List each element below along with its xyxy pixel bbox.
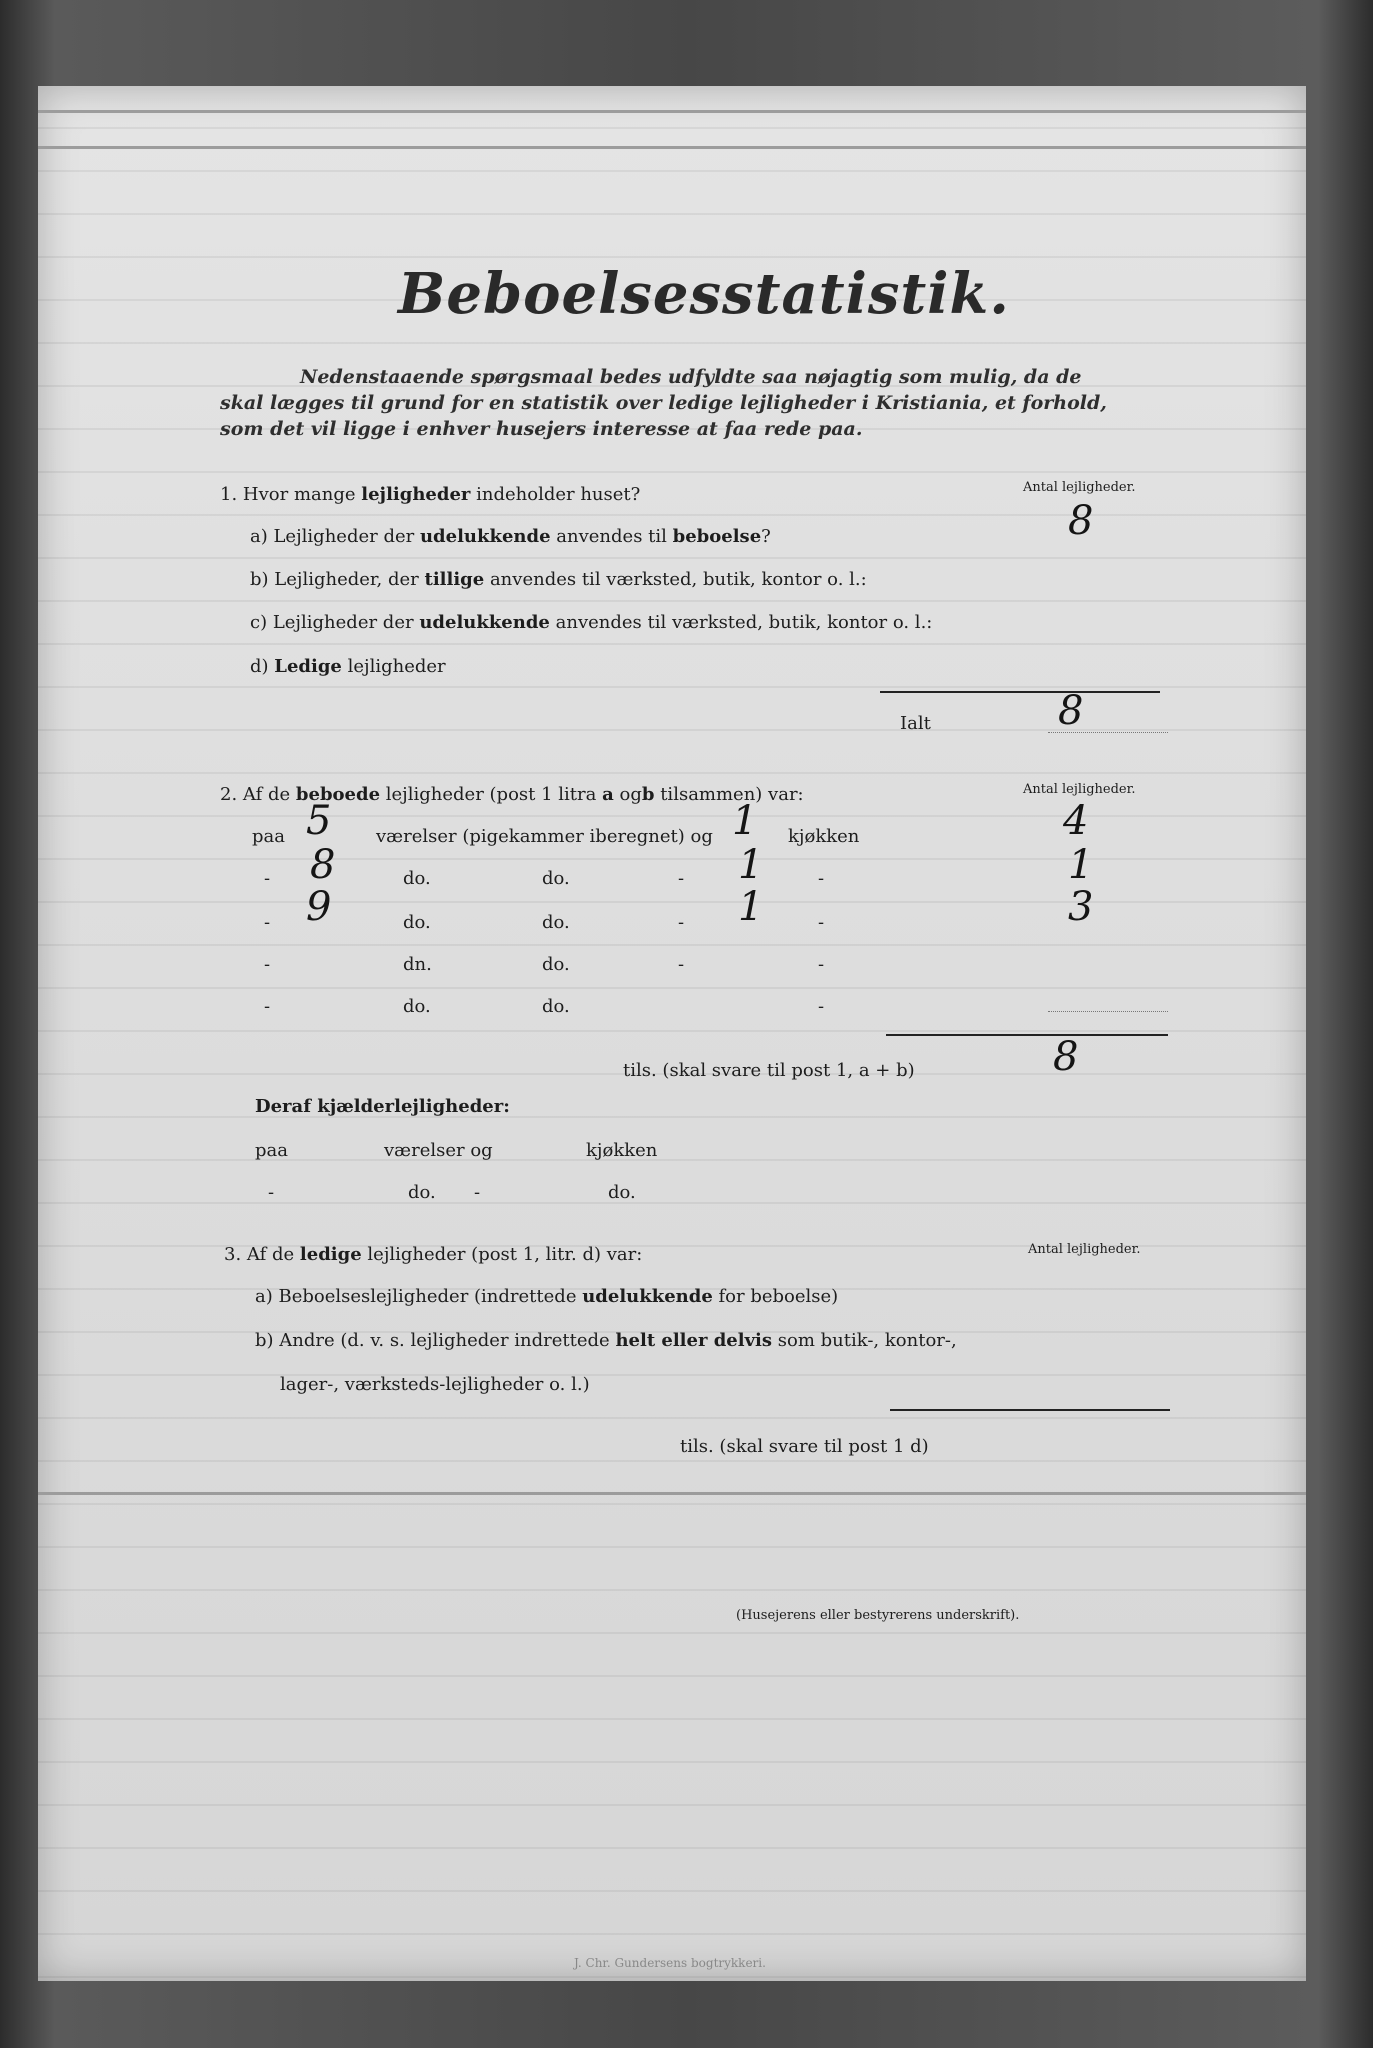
q1a-answer[interactable]: 8 xyxy=(1068,498,1094,544)
q2-number: 2. xyxy=(220,784,238,805)
q2-row4-do: do. xyxy=(542,954,570,975)
q1-bold: lejligheder xyxy=(361,484,471,505)
section-rule xyxy=(38,1492,1306,1495)
q2-deraf-vaerelser: værelser og xyxy=(384,1140,493,1161)
q2-row2-count[interactable]: 1 xyxy=(1068,842,1094,888)
q2-row1-rooms[interactable]: 5 xyxy=(306,798,332,844)
q2-deraf-label: Deraf kjælderlejligheder: xyxy=(255,1096,510,1117)
q2-row3-do2: do. xyxy=(542,912,570,933)
q1b-bold: tillige xyxy=(424,569,485,590)
form-paper xyxy=(38,86,1306,1981)
q3-number: 3. xyxy=(224,1244,242,1265)
printer-credit: J. Chr. Gundersens bogtrykkeri. xyxy=(574,1956,766,1970)
q2-row3-dash2: - xyxy=(678,912,685,933)
q1-total-answer[interactable]: 8 xyxy=(1058,688,1084,734)
q1c-post: anvendes til værksted, butik, kontor o. l.: xyxy=(555,612,933,633)
q2-deraf-do2: do. xyxy=(608,1182,636,1203)
q3-sum-label: tils. (skal svare til post 1 d) xyxy=(680,1436,929,1457)
q1d-label xyxy=(250,656,446,677)
q2-row5-dots xyxy=(1048,1011,1168,1012)
q3-bold: ledige xyxy=(299,1244,362,1265)
q1b-post: anvendes til værksted, butik, kontor o. l.: xyxy=(489,569,867,590)
q2-row4-dash3: - xyxy=(818,954,825,975)
q2-row3-rooms[interactable]: 9 xyxy=(306,884,332,930)
q2-a: a xyxy=(602,784,614,805)
q1a-pre: a) Lejligheder der xyxy=(250,526,415,547)
q2-row3-dash: - xyxy=(264,912,271,933)
q2-row2-kitchens[interactable]: 1 xyxy=(738,842,764,888)
q1b-label xyxy=(250,569,867,590)
col-header-q2: Antal lejligheder. xyxy=(1023,782,1136,797)
q2-kjokken: kjøkken xyxy=(788,826,860,847)
q2-deraf-dash2: - xyxy=(474,1182,481,1203)
q2-row2-dash: - xyxy=(264,868,271,889)
q1c-label xyxy=(250,612,932,633)
intro-line-1: Nedenstaaende spørgsmaal bedes udfyldte saa nøjagtig som mulig, da de xyxy=(300,366,1082,388)
q2-mid: lejligheder (post 1 litra xyxy=(385,784,597,805)
q2-deraf-paa: paa xyxy=(255,1140,288,1161)
signature-caption: (Husejerens eller bestyrerens underskrift). xyxy=(736,1608,1020,1623)
q1d-bold: Ledige xyxy=(274,656,342,677)
q3b-label-line2: lager-, værksteds-lejligheder o. l.) xyxy=(280,1374,590,1395)
q2-post: tilsammen) var: xyxy=(660,784,804,805)
q2-row2-dash2: - xyxy=(678,868,685,889)
q2-row3-kitchens[interactable]: 1 xyxy=(738,884,764,930)
q3-pre: Af de xyxy=(246,1244,295,1265)
q2-pre: Af de xyxy=(242,784,291,805)
col-header-q3: Antal lejligheder. xyxy=(1028,1242,1141,1257)
q1d-post: lejligheder xyxy=(347,656,446,677)
q2-row5-dash2: - xyxy=(818,996,825,1017)
q2-sum-answer[interactable]: 8 xyxy=(1053,1034,1079,1080)
q2-row5-do2: do. xyxy=(542,996,570,1017)
q2-deraf-kjokken: kjøkken xyxy=(586,1140,658,1161)
q1a-mid: anvendes til xyxy=(556,526,667,547)
q3-question xyxy=(224,1244,642,1265)
q2-row2-do1: do. xyxy=(403,868,431,889)
q1-post: indeholder huset? xyxy=(476,484,641,505)
col-header-q1: Antal lejligheder. xyxy=(1023,480,1136,495)
q1-pre: Hvor mange xyxy=(242,484,356,505)
q2-row4-dash2: - xyxy=(678,954,685,975)
top-rule xyxy=(38,110,1306,113)
intro-line-3: som det vil ligge i enhver husejers interesse at faa rede paa. xyxy=(220,418,863,440)
q3b-pre: b) Andre (d. v. s. lejligheder indrettede xyxy=(255,1330,610,1351)
q1-number: 1. xyxy=(220,484,238,505)
q3a-post: for beboelse) xyxy=(718,1286,839,1307)
q1b-pre: b) Lejligheder, der xyxy=(250,569,419,590)
q3b-label xyxy=(255,1330,957,1351)
q2-sum-line xyxy=(886,1034,1168,1036)
q3a-label xyxy=(255,1286,838,1307)
q1a-bold: udelukkende xyxy=(419,526,551,547)
q1-question xyxy=(220,484,640,505)
q1a-label xyxy=(250,526,771,547)
q2-row3-count[interactable]: 3 xyxy=(1068,884,1094,930)
q2-row5-do1: do. xyxy=(403,996,431,1017)
q2-row4-dash: - xyxy=(264,954,271,975)
q2-row4-dn: dn. xyxy=(403,954,432,975)
q1c-bold: udelukkende xyxy=(419,612,550,633)
q1d-pre: d) xyxy=(250,656,269,677)
q2-row3-do1: do. xyxy=(403,912,431,933)
q2-paa: paa xyxy=(252,826,285,847)
q3b-bold: helt eller delvis xyxy=(615,1330,773,1351)
q2-vaerelser: værelser (pigekammer iberegnet) og xyxy=(376,826,713,847)
q2-row1-count[interactable]: 4 xyxy=(1063,798,1089,844)
q3a-bold: udelukkende xyxy=(582,1286,713,1307)
q1c-pre: c) Lejligheder der xyxy=(250,612,414,633)
q3a-pre: a) Beboelseslejligheder (indrettede xyxy=(255,1286,577,1307)
q1-sum-line xyxy=(880,691,1160,693)
q2-row3-dash3: - xyxy=(818,912,825,933)
q2-deraf-dash: - xyxy=(268,1182,275,1203)
q2-row2-do2: do. xyxy=(542,868,570,889)
top-rule-2 xyxy=(38,146,1306,149)
q2-og: og xyxy=(619,784,642,805)
q1-total-label: Ialt xyxy=(900,713,931,734)
q2-bold: beboede xyxy=(295,784,381,805)
q2-b: b xyxy=(641,784,655,805)
q2-deraf-do1: do. xyxy=(408,1182,436,1203)
form-title: Beboelsesstatistik. xyxy=(398,261,1010,327)
q2-row5-dash: - xyxy=(264,996,271,1017)
q1-total-dots xyxy=(1048,732,1168,733)
q1a-post: ? xyxy=(761,526,771,547)
q3-post: lejligheder (post 1, litr. d) var: xyxy=(367,1244,643,1265)
q1a-bold2: beboelse xyxy=(672,526,762,547)
q3b-post: som butik-, kontor-, xyxy=(777,1330,957,1351)
q3-sum-line xyxy=(890,1409,1170,1411)
q2-row2-rooms[interactable]: 8 xyxy=(310,842,336,888)
q2-row2-dash3: - xyxy=(818,868,825,889)
q2-row1-kitchens[interactable]: 1 xyxy=(732,798,758,844)
q2-sum-label: tils. (skal svare til post 1, a + b) xyxy=(623,1060,915,1081)
intro-line-2: skal lægges til grund for en statistik over ledige lejligheder i Kristiania, et forhold, xyxy=(220,392,1107,414)
